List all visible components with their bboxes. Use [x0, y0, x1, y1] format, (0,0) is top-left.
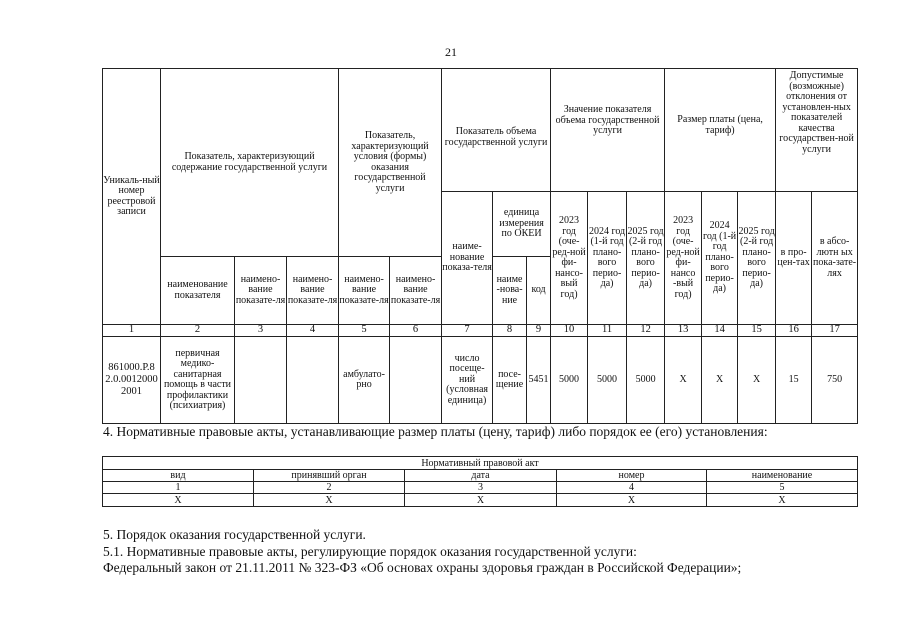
legal-value-2: X [254, 494, 405, 507]
conditions-indicator-header: Показатель, характеризующий условия (формы) оказания государственной услуги [339, 69, 442, 257]
col-num-4: 4 [287, 325, 339, 337]
law-text: Федеральный закон от 21.11.2011 № 323-ФЗ «Об основах охраны здоровья граждан в Российской Федерации»; [103, 560, 742, 575]
col-num-5: 5 [339, 325, 390, 337]
fee-2024-header: 2024 год (1-й год плано-вого перио-да) [702, 192, 738, 325]
fee-2025-cell: X [738, 337, 776, 424]
deviations-header: Допустимые (возможные) отклонения от установлен-ных показателей качества государствен-ной услуги [776, 69, 858, 192]
content-name-header-3: наимено-вание показате-ля [287, 257, 339, 325]
year-2024-header: 2024 год (1-й год плано-вого перио-да) [588, 192, 627, 325]
okei-unit-header: единица измерения по ОКЕИ [493, 192, 551, 257]
fee-size-header: Размер платы (цена, тариф) [665, 69, 776, 192]
legal-value-1: X [103, 494, 254, 507]
deviation-percent-cell: 15 [776, 337, 812, 424]
legal-act-number-header: номер [557, 470, 707, 482]
legal-col-num-3: 3 [405, 482, 557, 494]
condition-cell: амбулато-рно [339, 337, 390, 424]
section-5-1-title: 5.1. Нормативные правовые акты, регулирующие порядок оказания государственной услуги: [103, 544, 637, 559]
in-absolute-header: в абсо-лютн ых пока-зате-лях [812, 192, 858, 325]
legal-col-num-4: 4 [557, 482, 707, 494]
content-name-header: наименование показателя [161, 257, 235, 325]
legal-act-body-header: принявший орган [254, 470, 405, 482]
col-num-10: 10 [551, 325, 588, 337]
legal-col-num-2: 2 [254, 482, 405, 494]
condition-cell-6 [390, 337, 442, 424]
col-num-16: 16 [776, 325, 812, 337]
legal-col-num-5: 5 [707, 482, 858, 494]
col-num-9: 9 [527, 325, 551, 337]
fee-2024-cell: X [702, 337, 738, 424]
section-5-title: 5. Порядок оказания государственной услуги. [103, 527, 366, 542]
legal-act-type-header: вид [103, 470, 254, 482]
page-number: 21 [445, 45, 457, 59]
fee-2025-header: 2025 год (2-й год плано-вого перио-да) [738, 192, 776, 325]
registry-number-cell: 861000.Р.82.0.00120002001 [103, 337, 161, 424]
value-2024-cell: 5000 [588, 337, 627, 424]
year-2023-header: 2023 год (оче-ред-ной фи-нансо-вый год) [551, 192, 588, 325]
col-num-2: 2 [161, 325, 235, 337]
unit-name-cell: посе-щение [493, 337, 527, 424]
legal-act-name-header: наименование [707, 470, 858, 482]
col-num-8: 8 [493, 325, 527, 337]
value-2025-cell: 5000 [627, 337, 665, 424]
col-num-11: 11 [588, 325, 627, 337]
col-num-7: 7 [442, 325, 493, 337]
section-4-title: 4. Нормативные правовые акты, устанавливающие размер платы (цену, тариф) либо порядок ее (его) установления: [103, 424, 768, 439]
col-num-1: 1 [103, 325, 161, 337]
legal-acts-table [102, 456, 858, 507]
content-name-header-2: наимено-вание показате-ля [235, 257, 287, 325]
unique-number-header: Уникаль-ный номер реестровой записи [103, 69, 161, 325]
content-indicator-header: Показатель, характеризующий содержание государственной услуги [161, 69, 339, 257]
legal-col-num-1: 1 [103, 482, 254, 494]
unit-code-cell: 5451 [527, 337, 551, 424]
legal-act-caption: Нормативный правовой акт [103, 457, 858, 470]
value-2023-cell: 5000 [551, 337, 588, 424]
okei-name-header: наиме -нова-ние [493, 257, 527, 325]
okei-code-header: код [527, 257, 551, 325]
legal-value-4: X [557, 494, 707, 507]
legal-act-date-header: дата [405, 470, 557, 482]
condition-name-header: наимено-вание показате-ля [339, 257, 390, 325]
col-num-17: 17 [812, 325, 858, 337]
fee-2023-cell: X [665, 337, 702, 424]
col-num-12: 12 [627, 325, 665, 337]
col-num-3: 3 [235, 325, 287, 337]
col-num-6: 6 [390, 325, 442, 337]
indicator-name-header: наиме-нование показа-теля [442, 192, 493, 325]
in-percent-header: в про-цен-тах [776, 192, 812, 325]
content-cell: первичная медико-санитарная помощь в части профилактики (психиатрия) [161, 337, 235, 424]
indicator-cell: число посеще-ний (условная единица) [442, 337, 493, 424]
legal-value-3: X [405, 494, 557, 507]
col-num-13: 13 [665, 325, 702, 337]
volume-value-header: Значение показателя объема государственной услуги [551, 69, 665, 192]
condition-name-header-2: наимено-вание показате-ля [390, 257, 442, 325]
col-num-14: 14 [702, 325, 738, 337]
content-cell-3 [235, 337, 287, 424]
year-2025-header: 2025 год (2-й год плано-вого перио-да) [627, 192, 665, 325]
service-volume-table [102, 68, 858, 424]
col-num-15: 15 [738, 325, 776, 337]
fee-2023-header: 2023 год (оче-ред-ной фи-нансо -вый год) [665, 192, 702, 325]
volume-indicator-header: Показатель объема государственной услуги [442, 69, 551, 192]
deviation-absolute-cell: 750 [812, 337, 858, 424]
content-cell-4 [287, 337, 339, 424]
legal-value-5: X [707, 494, 858, 507]
